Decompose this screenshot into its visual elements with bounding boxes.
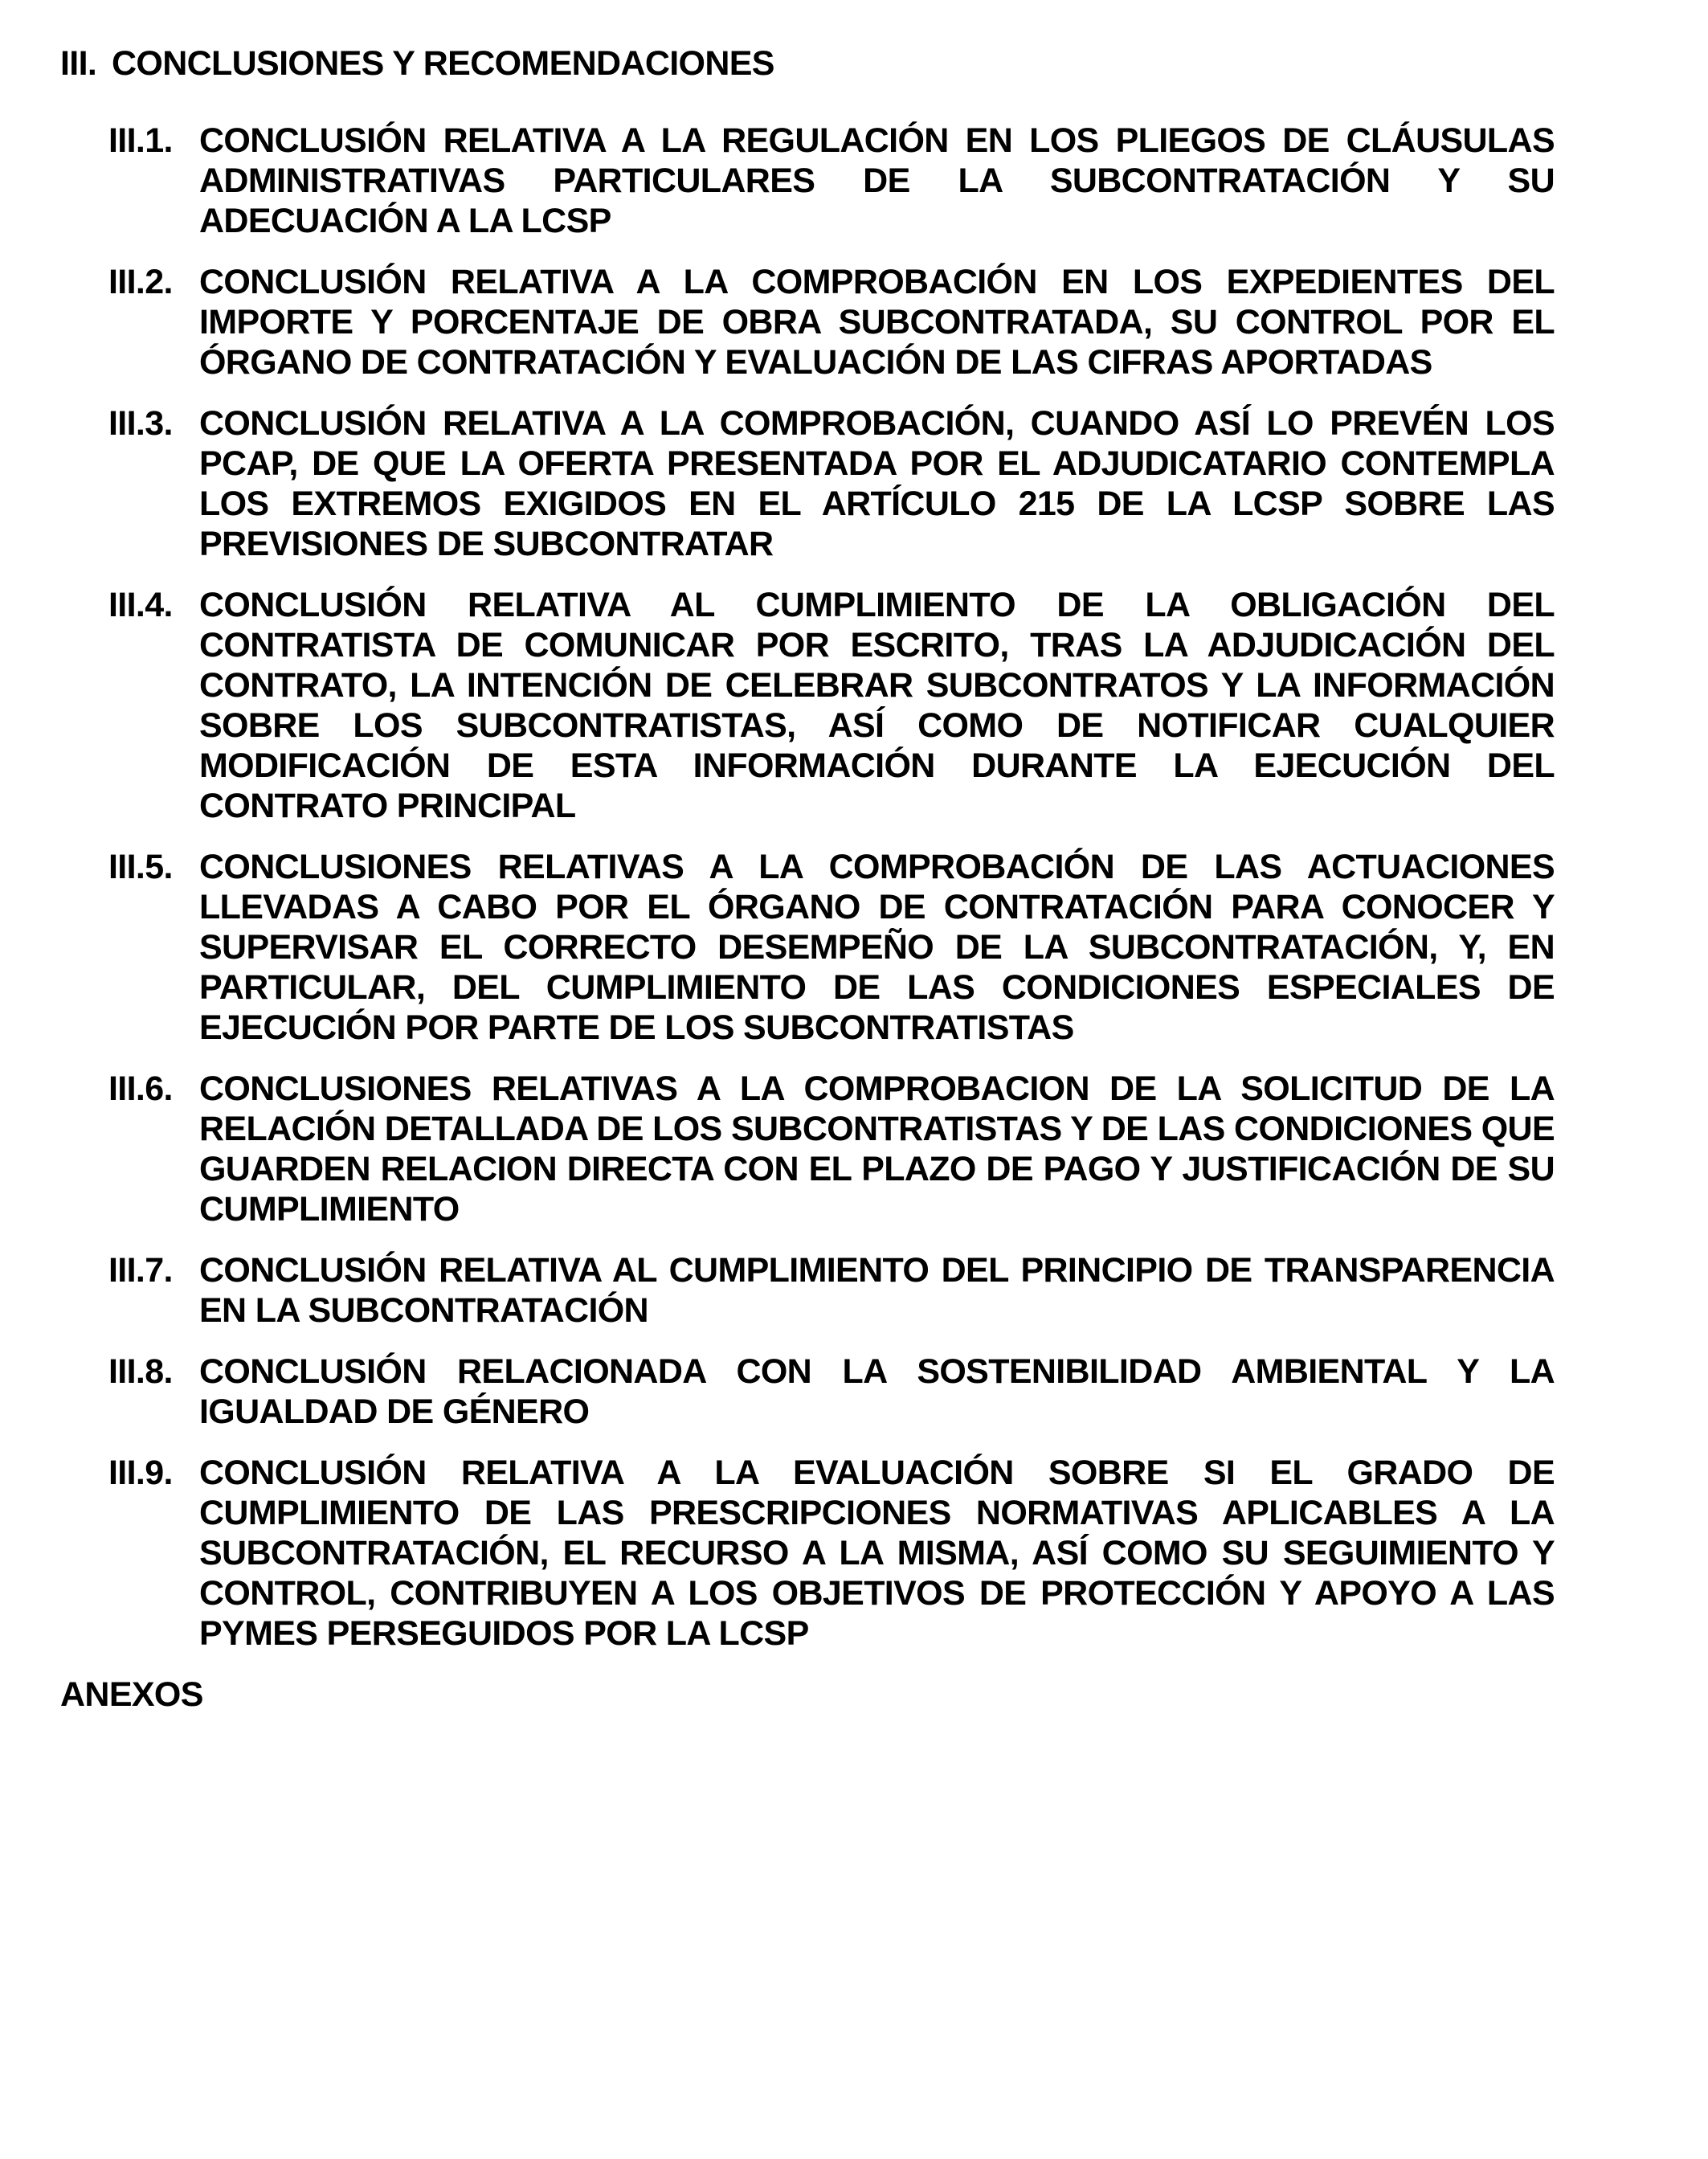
toc-item-label: III.7. [108, 1251, 173, 1290]
toc-item [108, 262, 1555, 382]
toc-item [108, 403, 1555, 564]
toc-item-text: CONCLUSIONES RELATIVAS A LA COMPROBACION DE LA SOLICITUD DE LA RELACIÓN DETALLADA DE LOS SUBCONTRATISTAS Y DE LAS CONDICIONES QUE GUARDEN RELACION DIRECTA CON EL PLAZO DE PAGO Y JUSTIFICACIÓN DE SU CUMPLIMIENTO [199, 1069, 1555, 1229]
toc-item [108, 1453, 1555, 1654]
toc-item-text: CONCLUSIÓN RELATIVA A LA COMPROBACIÓN EN LOS EXPEDIENTES DEL IMPORTE Y PORCENTAJE DE OBRA SUBCONTRATADA, SU CONTROL POR EL ÓRGANO DE CONTRATACIÓN Y EVALUACIÓN DE LAS CIFRAS APORTADAS [199, 263, 1555, 382]
toc-item-text: CONCLUSIONES RELATIVAS A LA COMPROBACIÓN DE LAS ACTUACIONES LLEVADAS A CABO POR EL ÓRGANO DE CONTRATACIÓN PARA CONOCER Y SUPERVISAR EL CORRECTO DESEMPEÑO DE LA SUBCONTRATACIÓN, Y, EN PARTICULAR, DEL CUMPLIMIENTO DE LAS CONDICIONES ESPECIALES DE EJECUCIÓN POR PARTE DE LOS SUBCONTRATISTAS [199, 848, 1555, 1047]
toc-item-label: III.5. [108, 848, 173, 886]
toc-item-label: III.3. [108, 404, 173, 443]
toc-item-text: CONCLUSIÓN RELATIVA A LA COMPROBACIÓN, CUANDO ASÍ LO PREVÉN LOS PCAP, DE QUE LA OFERTA PRESENTADA POR EL ADJUDICATARIO CONTEMPLA LOS EXTREMOS EXIGIDOS EN EL ARTÍCULO 215 DE LA LCSP SOBRE LAS PREVISIONES DE SUBCONTRATAR [199, 404, 1555, 563]
section-heading-title: CONCLUSIONES Y RECOMENDACIONES [112, 44, 774, 83]
toc-item-label: III.9. [108, 1454, 173, 1492]
toc-item-list [108, 121, 1555, 1654]
toc-item-text: CONCLUSIÓN RELATIVA AL CUMPLIMIENTO DE LA OBLIGACIÓN DEL CONTRATISTA DE COMUNICAR POR ESCRITO, TRAS LA ADJUDICACIÓN DEL CONTRATO, LA INTENCIÓN DE CELEBRAR SUBCONTRATOS Y LA INFORMACIÓN SOBRE LOS SUBCONTRATISTAS, ASÍ COMO DE NOTIFICAR CUALQUIER MODIFICACIÓN DE ESTA INFORMACIÓN DURANTE LA EJECUCIÓN DEL CONTRATO PRINCIPAL [199, 586, 1555, 825]
section-heading [60, 43, 1555, 84]
toc-item [108, 847, 1555, 1048]
toc-item [108, 121, 1555, 241]
toc-item-label: III.1. [108, 121, 173, 160]
toc-item-label: III.4. [108, 586, 173, 624]
toc-item [108, 585, 1555, 826]
toc-item-text: CONCLUSIÓN RELATIVA AL CUMPLIMIENTO DEL PRINCIPIO DE TRANSPARENCIA EN LA SUBCONTRATACIÓN [199, 1251, 1555, 1330]
toc-item-label: III.2. [108, 263, 173, 301]
section-heading-number: III. [60, 44, 97, 83]
toc-item-text: CONCLUSIÓN RELATIVA A LA REGULACIÓN EN LOS PLIEGOS DE CLÁUSULAS ADMINISTRATIVAS PARTICULARES DE LA SUBCONTRATACIÓN Y SU ADECUACIÓN A LA LCSP [199, 121, 1555, 240]
toc-item [108, 1250, 1555, 1331]
toc-item-label: III.8. [108, 1352, 173, 1391]
toc-item-label: III.6. [108, 1069, 173, 1108]
toc-item-text: CONCLUSIÓN RELACIONADA CON LA SOSTENIBILIDAD AMBIENTAL Y LA IGUALDAD DE GÉNERO [199, 1352, 1555, 1431]
toc-item-text: CONCLUSIÓN RELATIVA A LA EVALUACIÓN SOBRE SI EL GRADO DE CUMPLIMIENTO DE LAS PRESCRIPCIONES NORMATIVAS APLICABLES A LA SUBCONTRATACIÓN, EL RECURSO A LA MISMA, ASÍ COMO SU SEGUIMIENTO Y CONTROL, CONTRIBUYEN A LOS OBJETIVOS DE PROTECCIÓN Y APOYO A LAS PYMES PERSEGUIDOS POR LA LCSP [199, 1454, 1555, 1653]
annexes-heading: ANEXOS [60, 1675, 203, 1714]
toc-item [108, 1351, 1555, 1432]
toc-item [108, 1069, 1555, 1229]
